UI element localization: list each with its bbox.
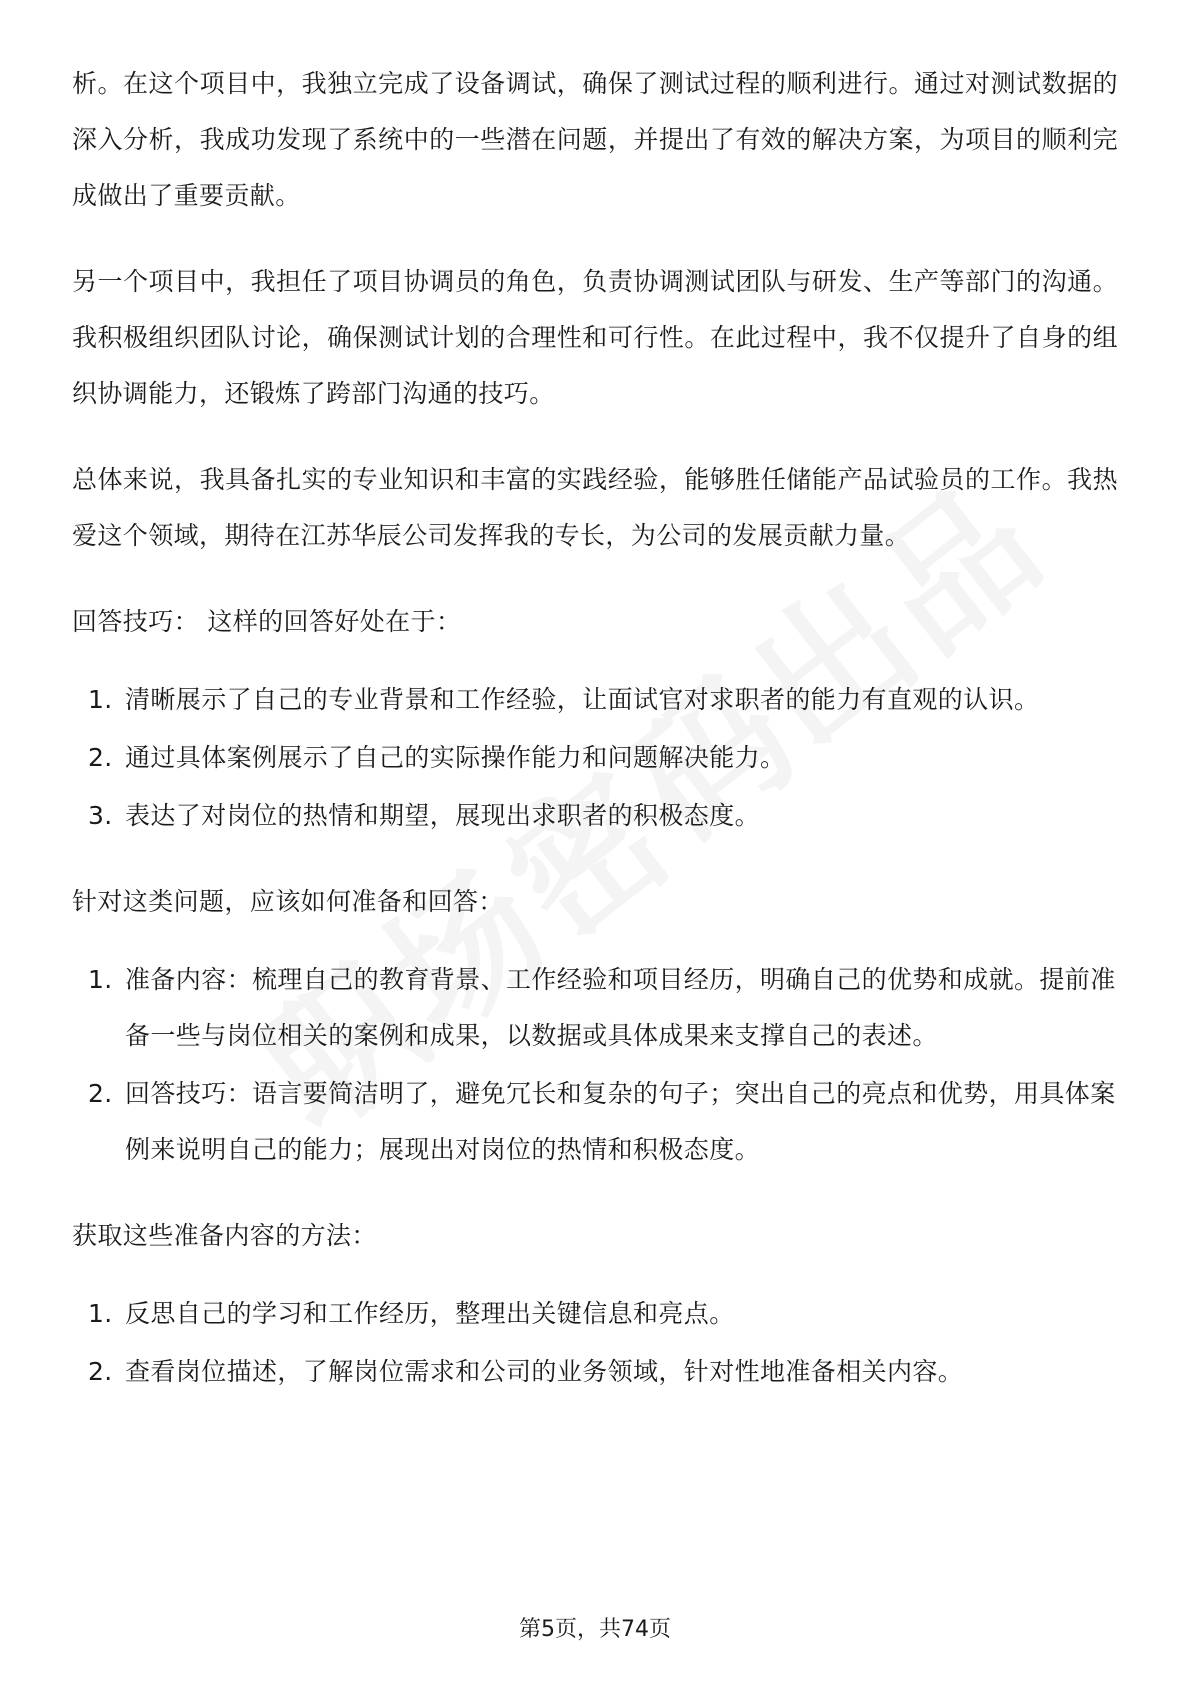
heading-answer-tips: 回答技巧： 这样的回答好处在于： [72, 607, 462, 636]
list-item-text: 反思自己的学习和工作经历，整理出关键信息和亮点。 [125, 1299, 735, 1328]
list-prepare [72, 952, 1118, 1178]
list-item-number: 2. [88, 743, 113, 772]
list-item-number: 1. [88, 685, 113, 714]
paragraph-project-2: 另一个项目中，我担任了项目协调员的角色，负责协调测试团队与研发、生产等部门的沟通。我积极组织团队讨论，确保测试计划的合理性和可行性。在此过程中，我不仅提升了自身的组织协调能力，还锻炼了跨部门沟通的技巧。 [72, 267, 1118, 408]
list-item-number: 1. [88, 1299, 113, 1328]
list-item-text: 通过具体案例展示了自己的实际操作能力和问题解决能力。 [125, 743, 786, 772]
paragraph-summary: 总体来说，我具备扎实的专业知识和丰富的实践经验，能够胜任储能产品试验员的工作。我热爱这个领域，期待在江苏华辰公司发挥我的专长，为公司的发展贡献力量。 [72, 465, 1118, 550]
list-answer-tips [72, 672, 1118, 844]
list-item [72, 1286, 1118, 1342]
list-item-text: 表达了对岗位的热情和期望，展现出求职者的积极态度。 [125, 801, 761, 830]
list-item [72, 1344, 1118, 1400]
list-item [72, 672, 1118, 728]
heading-prepare: 针对这类问题，应该如何准备和回答： [72, 887, 504, 916]
list-item-text: 准备内容：梳理自己的教育背景、工作经验和项目经历，明确自己的优势和成就。提前准备一些与岗位相关的案例和成果，以数据或具体成果来支撑自己的表述。 [125, 965, 1116, 1050]
list-item [72, 730, 1118, 786]
list-item-text: 回答技巧：语言要简洁明了，避免冗长和复杂的句子；突出自己的亮点和优势，用具体案例来说明自己的能力；展现出对岗位的热情和积极态度。 [125, 1079, 1116, 1164]
list-item [72, 788, 1118, 844]
list-item-number: 2. [88, 1079, 113, 1108]
list-item-number: 3. [88, 801, 113, 830]
list-item-number: 2. [88, 1357, 113, 1386]
list-item-text: 清晰展示了自己的专业背景和工作经验，让面试官对求职者的能力有直观的认识。 [125, 685, 1040, 714]
list-item [72, 952, 1118, 1064]
paragraph-project-1: 析。在这个项目中，我独立完成了设备调试，确保了测试过程的顺利进行。通过对测试数据的深入分析，我成功发现了系统中的一些潜在问题，并提出了有效的解决方案，为项目的顺利完成做出了重要贡献。 [72, 69, 1118, 210]
list-item-text: 查看岗位描述，了解岗位需求和公司的业务领域，针对性地准备相关内容。 [125, 1357, 964, 1386]
list-item-number: 1. [88, 965, 113, 994]
list-item [72, 1066, 1118, 1178]
heading-methods: 获取这些准备内容的方法： [72, 1221, 377, 1250]
document-body [72, 56, 1118, 1430]
list-methods [72, 1286, 1118, 1400]
page-number-footer: 第5页，共74页 [519, 1617, 671, 1642]
